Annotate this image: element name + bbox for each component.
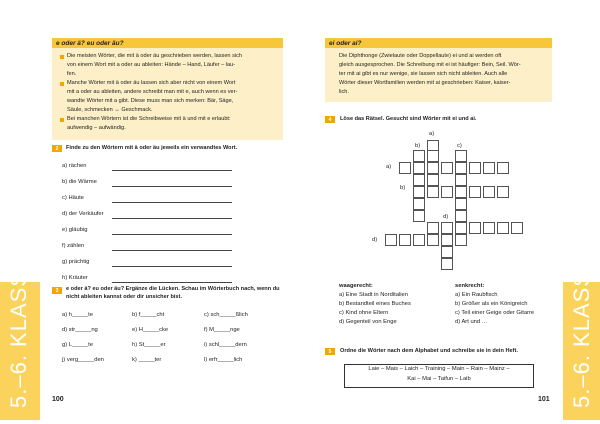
senkrecht-title: senkrecht: xyxy=(455,283,485,289)
task-4-instruction: Löse das Rätsel. Gesucht sind Wörter mit ei und ai. xyxy=(340,116,477,122)
grid-cell[interactable] xyxy=(455,234,467,246)
gap-word[interactable]: g) L_____te xyxy=(62,342,93,348)
gap-word[interactable]: f) M_____nge xyxy=(204,327,240,333)
task-3-instruction: e oder ä? eu oder äu? Ergänze die Lücken. Schau im Wörterbuch nach, wenn du xyxy=(66,286,280,292)
answer-line[interactable] xyxy=(112,170,232,171)
grid-cell[interactable] xyxy=(413,234,425,246)
rule-line: wandte Wörter mit a gibt. Diese muss man sich merken: Bär, Säge, xyxy=(67,98,234,104)
grid-cell[interactable] xyxy=(441,222,453,234)
grid-cell[interactable] xyxy=(427,150,439,162)
grid-cell[interactable] xyxy=(455,186,467,198)
waagerecht-title: waagerecht: xyxy=(339,283,373,289)
grid-cell[interactable] xyxy=(413,174,425,186)
grid-cell[interactable] xyxy=(455,174,467,186)
right-side-label: 5.–6. KLASSE xyxy=(569,255,594,408)
grid-cell[interactable] xyxy=(413,162,425,174)
rule-line: von einem Wort mit a oder au ableiten: Hände – Hand, Läufer – lau- xyxy=(67,62,236,68)
grid-cell[interactable] xyxy=(483,186,495,198)
answer-line[interactable] xyxy=(112,250,232,251)
grid-cell[interactable] xyxy=(427,186,439,198)
rule-line: Die Diphthonge (Zwielaute oder Doppellaute) ei und ai werden oft xyxy=(339,53,502,59)
task-5-instruction: Ordne die Wörter nach dem Alphabet und schreibe sie in dein Heft. xyxy=(340,348,518,354)
grid-cell[interactable] xyxy=(427,234,439,246)
task-2-instruction: Finde zu den Wörtern mit ä oder äu jeweils ein verwandtes Wort. xyxy=(66,145,238,151)
word-box-line: Laie – Mais – Laich – Training – Main – Rain – Mainz – xyxy=(368,366,510,372)
rule-line: ter mit ai gibt es nur wenige, sie lassen sich nicht ableiten. Auch alle xyxy=(339,71,508,77)
list-item: e) gläubig xyxy=(62,227,88,233)
grid-cell[interactable] xyxy=(427,162,439,174)
list-item: b) die Wärme xyxy=(62,179,97,185)
waagerecht-clue: a) Eine Stadt in Norditalien xyxy=(339,292,408,298)
task-3-number: 3 xyxy=(52,287,62,294)
answer-line[interactable] xyxy=(112,202,232,203)
left-page-number: 100 xyxy=(52,396,64,403)
gap-word[interactable]: i) schl_____dern xyxy=(204,342,247,348)
answer-line[interactable] xyxy=(112,186,232,187)
waagerecht-clue: c) Kind ohne Eltern xyxy=(339,310,389,316)
grid-cell[interactable] xyxy=(413,198,425,210)
grid-label: c) xyxy=(457,143,462,149)
gap-word[interactable]: d) str_____ng xyxy=(62,327,98,333)
grid-cell[interactable] xyxy=(399,234,411,246)
gap-word[interactable]: h) St_____er xyxy=(132,342,166,348)
rule-line: fen. xyxy=(67,71,77,77)
gap-word[interactable]: k) _____ter xyxy=(132,357,162,363)
grid-cell[interactable] xyxy=(413,150,425,162)
rule-line: Bei manchen Wörtern ist die Schreibweise mit ä und mit e erlaubt: xyxy=(67,116,231,122)
grid-cell[interactable] xyxy=(441,186,453,198)
grid-cell[interactable] xyxy=(441,234,453,246)
list-item: f) zählen xyxy=(62,243,85,249)
grid-cell[interactable] xyxy=(511,222,523,234)
gap-word[interactable]: l) erfr_____lich xyxy=(204,357,243,363)
grid-label: a) xyxy=(429,131,435,137)
list-item: c) Häute xyxy=(62,195,84,201)
list-item: a) rächen xyxy=(62,163,87,169)
gap-word[interactable]: b) f_____cht xyxy=(132,312,165,318)
grid-cell[interactable] xyxy=(427,222,439,234)
grid-cell[interactable] xyxy=(469,162,481,174)
gap-word[interactable]: c) sch_____ßlich xyxy=(204,312,248,318)
waagerecht-clue: b) Bestandteil eines Buches xyxy=(339,301,411,307)
task-5-number: 5 xyxy=(325,348,335,355)
grid-cell[interactable] xyxy=(455,198,467,210)
list-item: d) der Verkäufer xyxy=(62,211,104,217)
rule-line: Säule, schmecken ↔ Geschmack. xyxy=(67,107,153,113)
grid-cell[interactable] xyxy=(483,222,495,234)
left-side-label: 5.–6. KLASSE xyxy=(6,255,31,408)
grid-cell[interactable] xyxy=(497,186,509,198)
grid-cell[interactable] xyxy=(399,162,411,174)
grid-label: d) xyxy=(443,214,449,220)
grid-cell[interactable] xyxy=(455,162,467,174)
grid-cell[interactable] xyxy=(441,258,453,270)
gap-word[interactable]: a) h_____te xyxy=(62,312,93,318)
answer-line[interactable] xyxy=(112,266,232,267)
grid-cell[interactable] xyxy=(497,162,509,174)
word-box-line: Kai – Mai – Taifun – Laib xyxy=(407,376,471,382)
bullet-icon xyxy=(60,118,64,122)
answer-line[interactable] xyxy=(112,282,232,283)
bullet-icon xyxy=(60,82,64,86)
rule-line: lich. xyxy=(339,89,349,95)
senkrecht-clue: d) Art und … xyxy=(455,319,488,325)
task-2-number: 2 xyxy=(52,145,62,152)
grid-label: b) xyxy=(400,185,406,191)
grid-cell[interactable] xyxy=(441,162,453,174)
senkrecht-clue: c) Teil einer Geige oder Gitarre xyxy=(455,310,535,316)
senkrecht-clue: a) Ein Raubfisch xyxy=(455,292,498,298)
grid-cell[interactable] xyxy=(441,246,453,258)
rule-line: gleich ausgesprochen. Die Schreibung mit ei ist häufiger: Bein, Seil. Wör- xyxy=(339,62,521,68)
grid-cell[interactable] xyxy=(497,222,509,234)
grid-cell[interactable] xyxy=(413,210,425,222)
right-page-number: 101 xyxy=(538,396,550,403)
grid-cell[interactable] xyxy=(483,162,495,174)
rule-line: mit a oder au ableiten, andere schreibt man mit e, auch wenn es ver- xyxy=(67,89,238,95)
task-3-instruction-2: nicht ableiten kannst oder dir unsicher bist. xyxy=(66,294,182,300)
grid-label: b) xyxy=(415,143,421,149)
senkrecht-clue: b) Größer als ein Königreich xyxy=(455,301,528,307)
grid-label: a) xyxy=(386,164,392,170)
grid-cell[interactable] xyxy=(469,186,481,198)
rule-line: Wörter dieser Wortfamilien werden mit ai geschrieben: Kaiser, kaiser- xyxy=(339,80,511,86)
grid-cell[interactable] xyxy=(455,222,467,234)
rule-line: Manche Wörter mit ä oder äu lassen sich aber nicht von einem Wort xyxy=(67,80,236,86)
grid-cell[interactable] xyxy=(455,210,467,222)
task-4-number: 4 xyxy=(325,116,335,123)
grid-cell[interactable] xyxy=(413,186,425,198)
bullet-icon xyxy=(60,55,64,59)
right-rule-title: ei oder ai? xyxy=(325,38,552,48)
left-rule-title: e oder ä? eu oder äu? xyxy=(52,38,283,48)
list-item: h) Kräuter xyxy=(62,275,88,281)
rule-line: aufwendig – aufwändig. xyxy=(67,125,126,131)
gap-word[interactable]: j) verg_____den xyxy=(62,357,104,363)
answer-line[interactable] xyxy=(112,218,232,219)
grid-cell[interactable] xyxy=(385,234,397,246)
grid-cell[interactable] xyxy=(427,174,439,186)
grid-cell[interactable] xyxy=(455,150,467,162)
grid-cell[interactable] xyxy=(469,222,481,234)
rule-line: Die meisten Wörter, die mit ä oder äu geschrieben werden, lassen sich xyxy=(67,53,243,59)
list-item: g) prächtig xyxy=(62,259,90,265)
gap-word[interactable]: e) H_____cke xyxy=(132,327,169,333)
answer-line[interactable] xyxy=(112,234,232,235)
waagerecht-clue: d) Gegenteil von Enge xyxy=(339,319,397,325)
grid-label: d) xyxy=(372,237,378,243)
